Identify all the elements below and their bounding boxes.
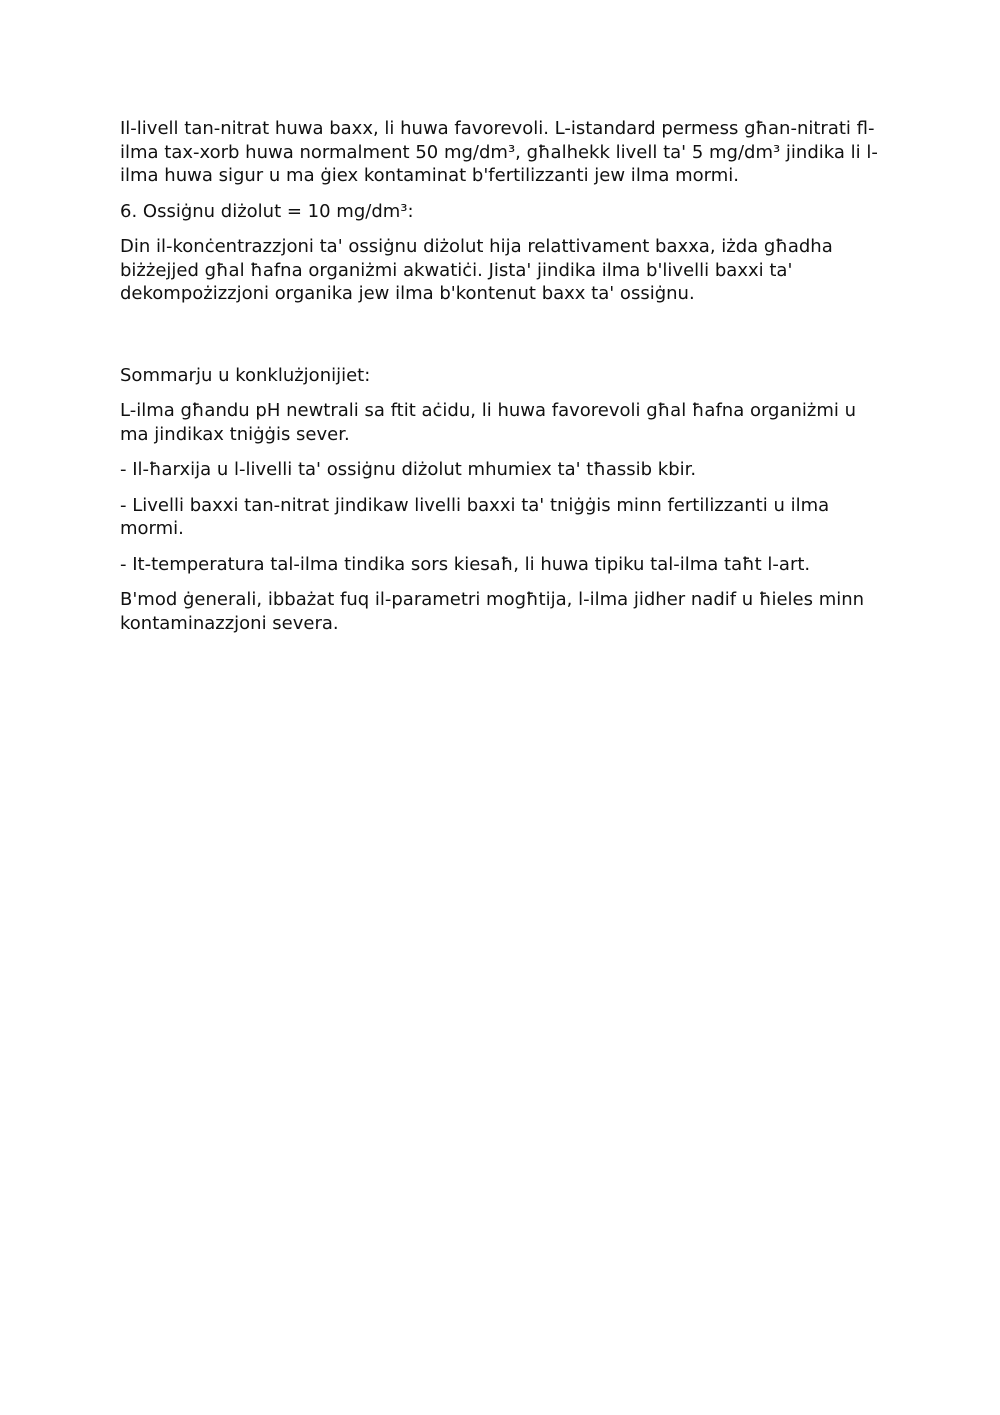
summary-ph-paragraph: L-ilma għandu pH newtrali sa ftit aċidu, li huwa favorevoli għal ħafna organiżmi u ma jindikax tniġġis sever. [120, 400, 857, 445]
document-body [120, 117, 890, 647]
summary-conclusion-paragraph: B'mod ġenerali, ibbażat fuq il-parametri mogħtija, l-ilma jidher nadif u ħieles minn kontaminazzjoni severa. [120, 589, 865, 634]
summary-temperature-item: - It-temperatura tal-ilma tindika sors kiesaħ, li huwa tipiku tal-ilma taħt l-art. [120, 553, 811, 575]
section-spacer [120, 318, 890, 364]
summary-hardness-item: - Il-ħarxija u l-livelli ta' ossiġnu diżolut mhumiex ta' tħassib kbir. [120, 459, 697, 480]
dissolved-oxygen-heading: 6. Ossiġnu diżolut = 10 mg/dm³: [120, 200, 414, 222]
dissolved-oxygen-paragraph: Din il-konċentrazzjoni ta' ossiġnu diżolut hija relattivament baxxa, iżda għadha biżżejjed għal ħafna organiżmi akwatiċi. Jista' jindika ilma b'livelli baxxi ta' dekompożizzjoni organika jew ilma b'kontenut baxx ta' ossiġnu. [120, 236, 833, 304]
summary-heading: Sommarju u konklużjonijiet: [120, 364, 371, 386]
summary-nitrate-item: - Livelli baxxi tan-nitrat jindikaw livelli baxxi ta' tniġġis minn fertilizzanti u ilma mormi. [120, 494, 830, 539]
nitrate-paragraph: Il-livell tan-nitrat huwa baxx, li huwa favorevoli. L-istandard permess għan-nitrati fl-ilma tax-xorb huwa normalment 50 mg/dm³, għalhekk livell ta' 5 mg/dm³ jindika li l-ilma huwa sigur u ma ġiex kontaminat b'fertilizzanti jew ilma mormi. [120, 118, 878, 186]
